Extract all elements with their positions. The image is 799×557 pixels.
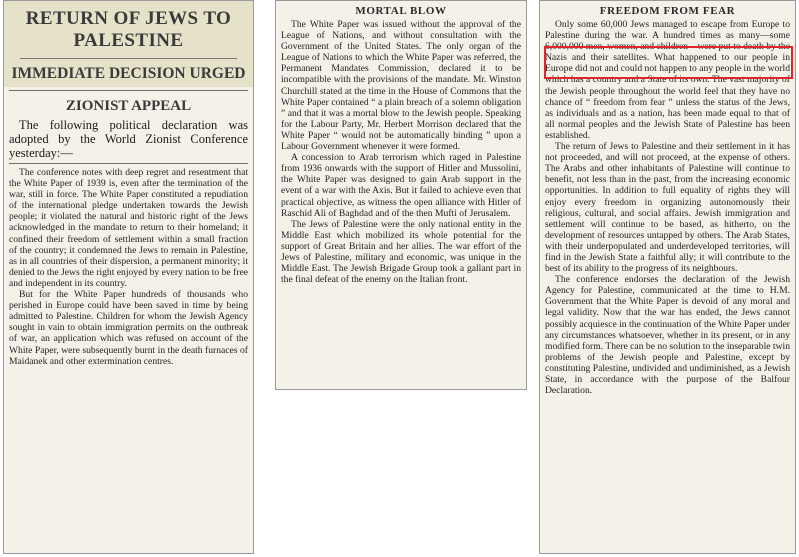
paragraph: The conference notes with deep regret and resentment that the White Paper of 1939 is, even after the termination of the war, still in force. The White Paper constituted a repudiation of the international pledge undertaken towards the Jewish people; it violated the natural and historic right of the Jews acknowledged in the mandate to return to their homeland; it confined their freedom of settlement within a small fraction of the country; it condemned the Jews to remain in Palestine, as in all countries of their dispersion, a permanent minority; it denied to the Jews the right enjoyed by every nation to be free and independent in its country. [9,167,248,289]
article-subheadline: IMMEDIATE DECISION URGED [11,65,246,82]
paragraph: The Jews of Palestine were the only national entity in the Middle East which mobilized its whole potential for the support of Great Britain and her allies. The war effort of the Jews of Palestine, military and economic, was unique in the Middle East. The Jewish Brigade Group took a gallant part in the final defeat of the enemy on the Italian front. [281,218,521,286]
freedom-from-fear-heading: FREEDOM FROM FEAR [599,5,736,17]
article-headline: RETURN OF JEWS TO PALESTINE [25,8,232,51]
paragraph-start: Only some 60,000 Jews managed to escape from Europe to Palestine during the war. A hundred times as many— [545,19,790,42]
right-article-body [540,19,795,396]
paragraph: The return of Jews to Palestine and their settlement in it has not proceeded, and will not proceed, at the expense of others. The Arabs and other inhabitants of Palestine will continue to benefit, not less than in the past, from the increasing economic opportunities. In addition to full equality of rights they will enjoy every freedom in organizing autonomously their religious, cultural, and social affairs. Jewish immigration and settlement will continue to be based, as hitherto, on the development of resources untapped by others. The Arab States, with their underpopulated and underdeveloped territories, will find in the Jewish State a faithful ally; it will contribute to the best of its ability to the progress of its neighbours. [545,141,790,275]
headline-divider [20,58,237,59]
lead-divider [9,163,248,164]
paragraph: The White Paper was issued without the approval of the League of Nations, and without consultation with the Government of the United States. The only organ of the League of Nations to which the White Paper was referred, the Permanent Mandates Commission, declared it to be incompatible with the provisions of the mandate. Mr. Winston Churchill stated at the time in the House of Commons that the White Paper contained “ a plain breach of a solemn obligation ” and that it was a mortal blow to the Jewish people. Speaking for the Labour Party, Mr. Herbert Morrison declared that the White Paper “ would not be automatically binding ” upon a Labour Government whenever it were formed. [281,19,521,153]
right-article-clipping [539,0,796,554]
paragraph [545,19,790,141]
paragraph: A concession to Arab terrorism which raged in Palestine from 1936 onwards with the support of Hitler and Mussolini, the White Paper was designed to gain Arab support in the event of a war with the Axis. But it failed to achieve even that practical objective, as witness the open alliance with Hitler of Raschid Ali of Baghdad and of the then Mufti of Jerusalem. [281,152,521,219]
middle-article-body [276,19,526,285]
section-divider [9,90,248,91]
left-article-clipping [3,0,254,554]
lead-paragraph: The following political declaration was adopted by the World Zionist Conference yesterday:— [9,118,248,160]
middle-article-clipping [275,0,527,390]
mortal-blow-heading: MORTAL BLOW [355,5,447,17]
paragraph-rest: What happened to our people in Europe did not and could not happen to any people in the world which has a country and a State of its own. The vast majority of the Jewish people throughout the world feel that they have no chance of “ freedom from fear ” unless the status of the Jews, as individuals and as a nation, has been made equal to that of all normal peoples and the Jewish State of Palestine has been established. [545,52,790,141]
left-article-body [4,167,253,367]
highlighted-passage: some 6,000,000 men, women, and children—were put to death by the Nazis and their satellites. [545,30,790,64]
section-heading: ZIONIST APPEAL [65,98,192,114]
headline-block [4,1,253,87]
paragraph: The conference endorses the declaration of the Jewish Agency for Palestine, communicated at the time to H.M. Government that the White Paper is devoid of any moral and legal validity. Now that the war has ended, the Jews cannot possibly acquiesce in the continuation of the White Paper under any circumstances whatsoever, whether in its present, or in any modified form. There can be no solution to the inseparable twin problems of the Jewish people and Palestine, except by constituting Palestine, undivided and undiminished, as a Jewish State, in accordance with the purpose of the Balfour Declaration. [545,274,790,397]
paragraph: But for the White Paper hundreds of thousands who perished in Europe could have been saved in time by being admitted to Palestine. Children for whom the Jewish Agency sought in vain to obtain immigration permits on the outbreak of war, an application which was refused on account of the White Paper, were subsequently burnt in the death furnaces of Maidanek and other extermination centres. [9,289,248,367]
